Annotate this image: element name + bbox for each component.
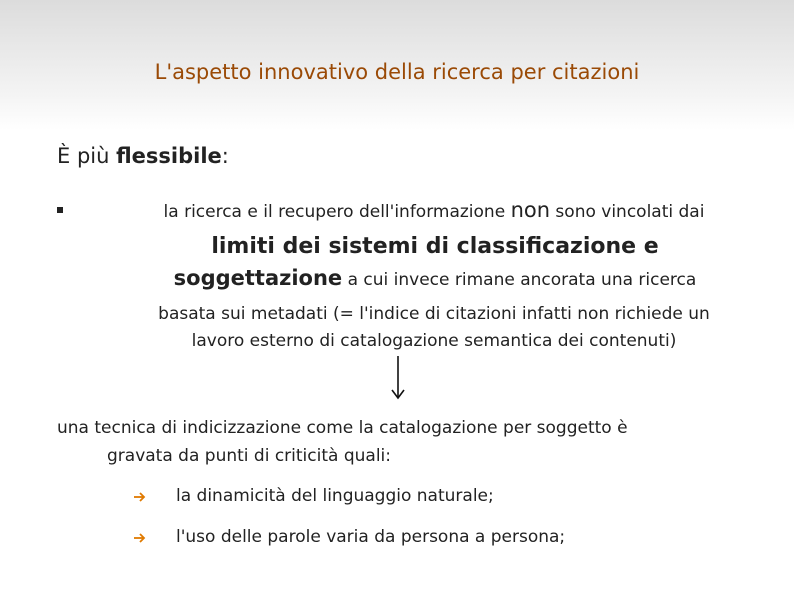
bullet-square-icon (57, 207, 63, 213)
bullet-line-1a: la ricerca e il recupero dell'informazione (163, 202, 511, 222)
bullet-line-4-5 (114, 301, 754, 355)
bullet-line-5: lavoro esterno di catalogazione semantica dei contenuti) (191, 331, 677, 351)
heading-suffix: : (221, 144, 229, 168)
slide-title: L'aspetto innovativo della ricerca per citazioni (154, 60, 640, 84)
bullet-line-3-bold: soggettazione (173, 266, 343, 290)
list-item-text: l'uso delle parole varia da persona a persona; (176, 527, 566, 547)
heading-bold: flessibile (116, 144, 222, 168)
conclusion-line-1: una tecnica di indicizzazione come la catalogazione per soggetto è (57, 418, 628, 438)
conclusion-line-2: gravata da punti di criticità quali: (107, 446, 391, 466)
arrow-down-icon (388, 356, 408, 400)
bullet-line-4: basata sui metadati (= l'indice di citazioni infatti non richiede un (158, 304, 710, 324)
heading (57, 144, 229, 168)
bullet-line-1 (114, 198, 754, 222)
bullet-line-2: limiti dei sistemi di classificazione e (211, 234, 659, 259)
conclusion (57, 414, 747, 470)
heading-prefix: È più (57, 144, 117, 168)
list-item-text: la dinamicità del linguaggio naturale; (176, 486, 494, 506)
bullet-line-3 (120, 266, 750, 290)
arrow-right-icon (133, 491, 147, 503)
bullet-non: non (510, 198, 551, 222)
arrow-right-icon (133, 532, 147, 544)
bullet-line-1b: sono vincolati dai (550, 202, 705, 222)
bullet-line-3-rest: a cui invece rimane ancorata una ricerca (342, 270, 697, 290)
